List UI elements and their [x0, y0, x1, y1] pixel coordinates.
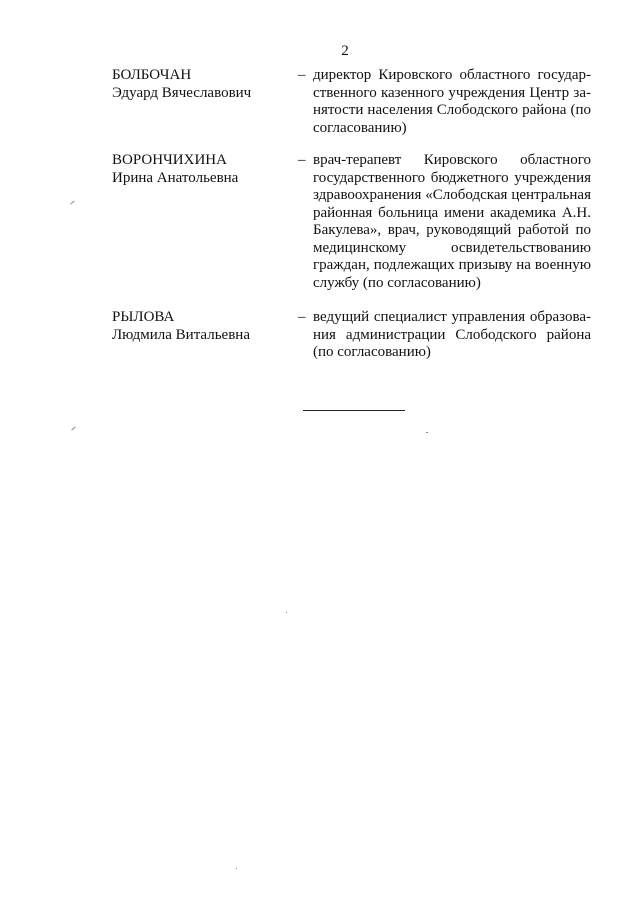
- member-surname: БОЛБОЧАН: [112, 67, 192, 83]
- member-dash: –: [298, 67, 306, 83]
- scan-speck: [236, 868, 237, 869]
- member-role: ведущий специалист управления образования администрации Слободского района (по согласованию): [313, 309, 591, 360]
- member-surname: РЫЛОВА: [112, 309, 175, 325]
- end-rule: [303, 410, 405, 411]
- member-role: директор Кировского областного государственного казенного учреждения Центр занятости населения Слободского района (по согласованию): [313, 67, 591, 136]
- member-given-names: Ирина Анатольевна: [112, 169, 239, 186]
- member-name: [112, 67, 292, 102]
- member-dash: –: [298, 309, 306, 325]
- scan-speck: [71, 427, 75, 431]
- member-given-names: Людмила Витальевна: [112, 326, 250, 343]
- member-name: [112, 152, 292, 187]
- member-name: [112, 309, 292, 344]
- member-given-names: Эдуард Вячеславович: [112, 84, 252, 101]
- scan-speck: [426, 432, 428, 433]
- member-dash: –: [298, 152, 306, 168]
- page-number: 2: [341, 43, 349, 59]
- member-surname: ВОРОНЧИХИНА: [112, 152, 227, 168]
- member-role: врач-терапевт Кировского областного государственного бюджетного учреждения здравоохранения «Слободская центральная районная больница имени академика А.Н. Бакулева», врач, руководящий работой по медицинскому освидетельствованию граждан, подлежащих призыву на военную службу (по согласованию): [313, 152, 591, 291]
- scan-speck: [286, 612, 287, 613]
- scan-speck: [70, 201, 74, 205]
